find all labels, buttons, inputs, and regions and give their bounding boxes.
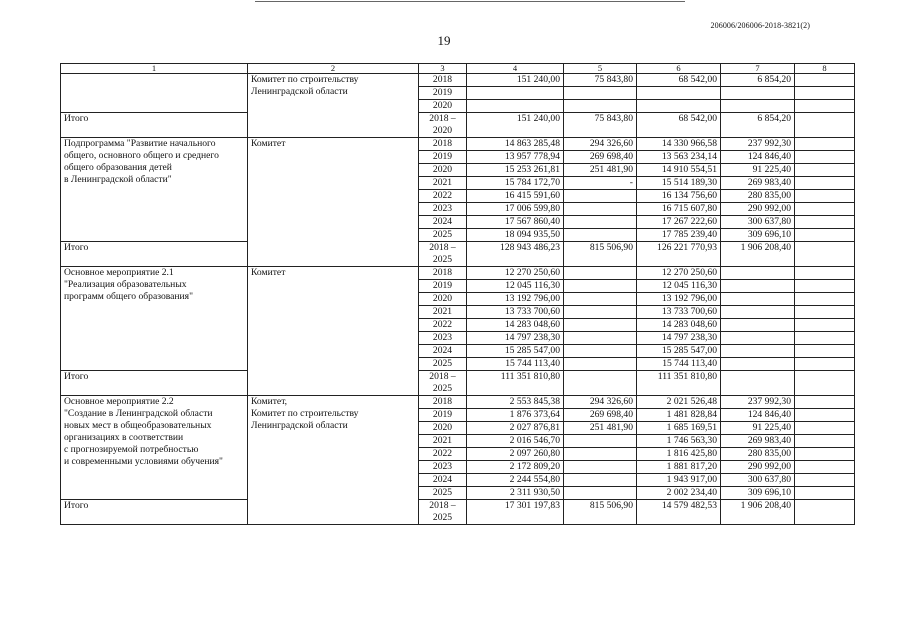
year-cell: 2021 [419, 306, 467, 319]
regional-amount-cell: 15 285 547,00 [637, 345, 721, 358]
regional-amount-cell: 1 816 425,80 [637, 448, 721, 461]
year-cell: 2025 [419, 229, 467, 242]
local-amount-cell: 237 992,30 [721, 396, 795, 409]
other-sources-cell [795, 358, 855, 371]
federal-amount-cell: - [564, 177, 637, 190]
total-amount-cell: 12 270 250,60 [467, 267, 564, 280]
total-amount-cell: 16 415 591,60 [467, 190, 564, 203]
other-sources-cell [795, 113, 855, 138]
document-code: 206006/206006-2018-3821(2) [710, 21, 810, 30]
total-amount-cell: 128 943 486,23 [467, 242, 564, 267]
program-name-cell: Подпрограмма "Развитие начального общего, основного общего и среднего общего образования детей в Ленинградской области" [61, 138, 248, 242]
year-cell: 2018 [419, 267, 467, 280]
regional-amount-cell: 15 514 189,30 [637, 177, 721, 190]
local-amount-cell: 91 225,40 [721, 422, 795, 435]
total-row [61, 242, 855, 267]
year-cell: 2018 [419, 396, 467, 409]
local-amount-cell [721, 358, 795, 371]
local-amount-cell: 269 983,40 [721, 435, 795, 448]
total-amount-cell: 15 744 113,40 [467, 358, 564, 371]
local-amount-cell: 91 225,40 [721, 164, 795, 177]
federal-amount-cell [564, 267, 637, 280]
local-amount-cell [721, 280, 795, 293]
federal-amount-cell [564, 332, 637, 345]
regional-amount-cell: 14 797 238,30 [637, 332, 721, 345]
total-amount-cell [467, 87, 564, 100]
column-number: 8 [795, 64, 855, 74]
total-amount-cell: 2 553 845,38 [467, 396, 564, 409]
regional-amount-cell: 2 002 234,40 [637, 487, 721, 500]
year-cell: 2019 [419, 87, 467, 100]
other-sources-cell [795, 371, 855, 396]
federal-amount-cell: 815 506,90 [564, 500, 637, 525]
total-amount-cell: 18 094 935,50 [467, 229, 564, 242]
year-cell: 2019 [419, 151, 467, 164]
other-sources-cell [795, 267, 855, 280]
federal-amount-cell: 294 326,60 [564, 138, 637, 151]
federal-amount-cell [564, 371, 637, 396]
executor-cell: Комитет, Комитет по строительству Ленинградской области [248, 396, 419, 525]
local-amount-cell: 237 992,30 [721, 138, 795, 151]
year-cell: 2020 [419, 164, 467, 177]
federal-amount-cell [564, 87, 637, 100]
federal-amount-cell [564, 358, 637, 371]
local-amount-cell: 290 992,00 [721, 203, 795, 216]
other-sources-cell [795, 474, 855, 487]
column-number: 5 [564, 64, 637, 74]
year-cell: 2018 [419, 74, 467, 87]
regional-amount-cell: 16 715 607,80 [637, 203, 721, 216]
other-sources-cell [795, 190, 855, 203]
other-sources-cell [795, 87, 855, 100]
year-cell: 2022 [419, 190, 467, 203]
local-amount-cell: 1 906 208,40 [721, 500, 795, 525]
other-sources-cell [795, 500, 855, 525]
total-years-cell: 2018 – 2020 [419, 113, 467, 138]
federal-amount-cell: 251 481,90 [564, 164, 637, 177]
total-amount-cell: 15 285 547,00 [467, 345, 564, 358]
regional-amount-cell: 13 733 700,60 [637, 306, 721, 319]
other-sources-cell [795, 396, 855, 409]
federal-amount-cell [564, 203, 637, 216]
column-number: 2 [248, 64, 419, 74]
local-amount-cell: 124 846,40 [721, 151, 795, 164]
total-amount-cell: 14 283 048,60 [467, 319, 564, 332]
regional-amount-cell: 13 192 796,00 [637, 293, 721, 306]
local-amount-cell: 280 835,00 [721, 190, 795, 203]
total-amount-cell: 14 797 238,30 [467, 332, 564, 345]
table-row [61, 74, 855, 87]
federal-amount-cell [564, 216, 637, 229]
total-amount-cell: 17 567 860,40 [467, 216, 564, 229]
column-number: 3 [419, 64, 467, 74]
total-amount-cell: 12 045 116,30 [467, 280, 564, 293]
local-amount-cell [721, 267, 795, 280]
regional-amount-cell: 1 943 917,00 [637, 474, 721, 487]
total-label: Итого [61, 113, 248, 138]
total-amount-cell: 13 733 700,60 [467, 306, 564, 319]
year-cell: 2023 [419, 461, 467, 474]
executor-cell: Комитет [248, 267, 419, 396]
federal-amount-cell [564, 293, 637, 306]
other-sources-cell [795, 435, 855, 448]
executor-cell: Комитет [248, 138, 419, 267]
regional-amount-cell: 1 685 169,51 [637, 422, 721, 435]
other-sources-cell [795, 409, 855, 422]
federal-amount-cell [564, 306, 637, 319]
year-cell: 2020 [419, 100, 467, 113]
total-amount-cell: 2 172 809,20 [467, 461, 564, 474]
column-number: 4 [467, 64, 564, 74]
table-row [61, 138, 855, 151]
top-rule [255, 1, 685, 2]
year-cell: 2024 [419, 345, 467, 358]
federal-amount-cell [564, 461, 637, 474]
total-years-cell: 2018 – 2025 [419, 242, 467, 267]
federal-amount-cell: 75 843,80 [564, 113, 637, 138]
other-sources-cell [795, 138, 855, 151]
total-amount-cell: 1 876 373,64 [467, 409, 564, 422]
total-amount-cell: 17 301 197,83 [467, 500, 564, 525]
total-label: Итого [61, 500, 248, 525]
other-sources-cell [795, 293, 855, 306]
federal-amount-cell [564, 474, 637, 487]
total-amount-cell: 17 006 599,80 [467, 203, 564, 216]
federal-amount-cell [564, 190, 637, 203]
local-amount-cell: 290 992,00 [721, 461, 795, 474]
regional-amount-cell: 14 910 554,51 [637, 164, 721, 177]
page-number: 19 [437, 33, 451, 48]
other-sources-cell [795, 306, 855, 319]
local-amount-cell: 309 696,10 [721, 487, 795, 500]
regional-amount-cell: 17 267 222,60 [637, 216, 721, 229]
local-amount-cell [721, 306, 795, 319]
local-amount-cell: 6 854,20 [721, 113, 795, 138]
other-sources-cell [795, 242, 855, 267]
year-cell: 2025 [419, 358, 467, 371]
local-amount-cell [721, 87, 795, 100]
total-amount-cell: 2 097 260,80 [467, 448, 564, 461]
total-label: Итого [61, 371, 248, 396]
local-amount-cell: 269 983,40 [721, 177, 795, 190]
total-amount-cell: 13 192 796,00 [467, 293, 564, 306]
local-amount-cell: 300 637,80 [721, 216, 795, 229]
regional-amount-cell: 17 785 239,40 [637, 229, 721, 242]
year-cell: 2019 [419, 280, 467, 293]
regional-amount-cell [637, 87, 721, 100]
local-amount-cell: 1 906 208,40 [721, 242, 795, 267]
other-sources-cell [795, 280, 855, 293]
regional-amount-cell: 14 579 482,53 [637, 500, 721, 525]
local-amount-cell: 280 835,00 [721, 448, 795, 461]
other-sources-cell [795, 448, 855, 461]
executor-cell: Комитет по строительству Ленинградской области [248, 74, 419, 138]
other-sources-cell [795, 319, 855, 332]
year-cell: 2024 [419, 474, 467, 487]
other-sources-cell [795, 100, 855, 113]
total-amount-cell: 15 253 261,81 [467, 164, 564, 177]
total-amount-cell: 2 311 930,50 [467, 487, 564, 500]
total-amount-cell: 151 240,00 [467, 74, 564, 87]
regional-amount-cell: 68 542,00 [637, 113, 721, 138]
total-amount-cell: 2 244 554,80 [467, 474, 564, 487]
regional-amount-cell: 68 542,00 [637, 74, 721, 87]
program-name-cell: Основное мероприятие 2.2 "Создание в Ленинградской области новых мест в общеобразовательных организациях в соответствии с прогнозируемой потребностью и современными условиями обучения" [61, 396, 248, 500]
federal-amount-cell: 251 481,90 [564, 422, 637, 435]
regional-amount-cell: 16 134 756,60 [637, 190, 721, 203]
regional-amount-cell: 12 045 116,30 [637, 280, 721, 293]
program-name-cell [61, 74, 248, 113]
total-amount-cell: 2 016 546,70 [467, 435, 564, 448]
local-amount-cell [721, 319, 795, 332]
column-number-row [61, 64, 855, 74]
total-amount-cell: 14 863 285,48 [467, 138, 564, 151]
regional-amount-cell [637, 100, 721, 113]
total-years-cell: 2018 – 2025 [419, 500, 467, 525]
year-cell: 2022 [419, 319, 467, 332]
regional-amount-cell: 1 481 828,84 [637, 409, 721, 422]
other-sources-cell [795, 74, 855, 87]
local-amount-cell [721, 345, 795, 358]
local-amount-cell: 300 637,80 [721, 474, 795, 487]
year-cell: 2020 [419, 422, 467, 435]
federal-amount-cell [564, 319, 637, 332]
regional-amount-cell: 111 351 810,80 [637, 371, 721, 396]
federal-amount-cell [564, 280, 637, 293]
federal-amount-cell [564, 229, 637, 242]
regional-amount-cell: 1 881 817,20 [637, 461, 721, 474]
federal-amount-cell [564, 435, 637, 448]
regional-amount-cell: 12 270 250,60 [637, 267, 721, 280]
budget-table [60, 63, 855, 525]
year-cell: 2023 [419, 332, 467, 345]
regional-amount-cell: 126 221 770,93 [637, 242, 721, 267]
federal-amount-cell: 294 326,60 [564, 396, 637, 409]
total-amount-cell [467, 100, 564, 113]
other-sources-cell [795, 345, 855, 358]
year-cell: 2022 [419, 448, 467, 461]
local-amount-cell [721, 293, 795, 306]
year-cell: 2019 [419, 409, 467, 422]
other-sources-cell [795, 151, 855, 164]
local-amount-cell [721, 100, 795, 113]
local-amount-cell [721, 332, 795, 345]
federal-amount-cell [564, 345, 637, 358]
local-amount-cell [721, 371, 795, 396]
local-amount-cell: 124 846,40 [721, 409, 795, 422]
year-cell: 2021 [419, 435, 467, 448]
column-number: 7 [721, 64, 795, 74]
federal-amount-cell: 815 506,90 [564, 242, 637, 267]
other-sources-cell [795, 216, 855, 229]
regional-amount-cell: 14 330 966,58 [637, 138, 721, 151]
year-cell: 2018 [419, 138, 467, 151]
total-row [61, 500, 855, 525]
total-row [61, 371, 855, 396]
federal-amount-cell [564, 487, 637, 500]
other-sources-cell [795, 487, 855, 500]
other-sources-cell [795, 177, 855, 190]
other-sources-cell [795, 164, 855, 177]
year-cell: 2020 [419, 293, 467, 306]
year-cell: 2021 [419, 177, 467, 190]
year-cell: 2025 [419, 487, 467, 500]
total-label: Итого [61, 242, 248, 267]
total-years-cell: 2018 – 2025 [419, 371, 467, 396]
other-sources-cell [795, 332, 855, 345]
column-number: 6 [637, 64, 721, 74]
total-amount-cell: 2 027 876,81 [467, 422, 564, 435]
regional-amount-cell: 2 021 526,48 [637, 396, 721, 409]
regional-amount-cell: 15 744 113,40 [637, 358, 721, 371]
table-row [61, 396, 855, 409]
year-cell: 2023 [419, 203, 467, 216]
federal-amount-cell [564, 448, 637, 461]
other-sources-cell [795, 229, 855, 242]
total-amount-cell: 13 957 778,94 [467, 151, 564, 164]
total-amount-cell: 111 351 810,80 [467, 371, 564, 396]
local-amount-cell: 309 696,10 [721, 229, 795, 242]
table-row [61, 267, 855, 280]
other-sources-cell [795, 422, 855, 435]
regional-amount-cell: 1 746 563,30 [637, 435, 721, 448]
total-amount-cell: 151 240,00 [467, 113, 564, 138]
regional-amount-cell: 13 563 234,14 [637, 151, 721, 164]
federal-amount-cell: 269 698,40 [564, 151, 637, 164]
local-amount-cell: 6 854,20 [721, 74, 795, 87]
federal-amount-cell: 269 698,40 [564, 409, 637, 422]
federal-amount-cell: 75 843,80 [564, 74, 637, 87]
total-amount-cell: 15 784 172,70 [467, 177, 564, 190]
other-sources-cell [795, 203, 855, 216]
federal-amount-cell [564, 100, 637, 113]
regional-amount-cell: 14 283 048,60 [637, 319, 721, 332]
column-number: 1 [61, 64, 248, 74]
total-row [61, 113, 855, 138]
year-cell: 2024 [419, 216, 467, 229]
program-name-cell: Основное мероприятие 2.1 "Реализация образовательных программ общего образования" [61, 267, 248, 371]
other-sources-cell [795, 461, 855, 474]
